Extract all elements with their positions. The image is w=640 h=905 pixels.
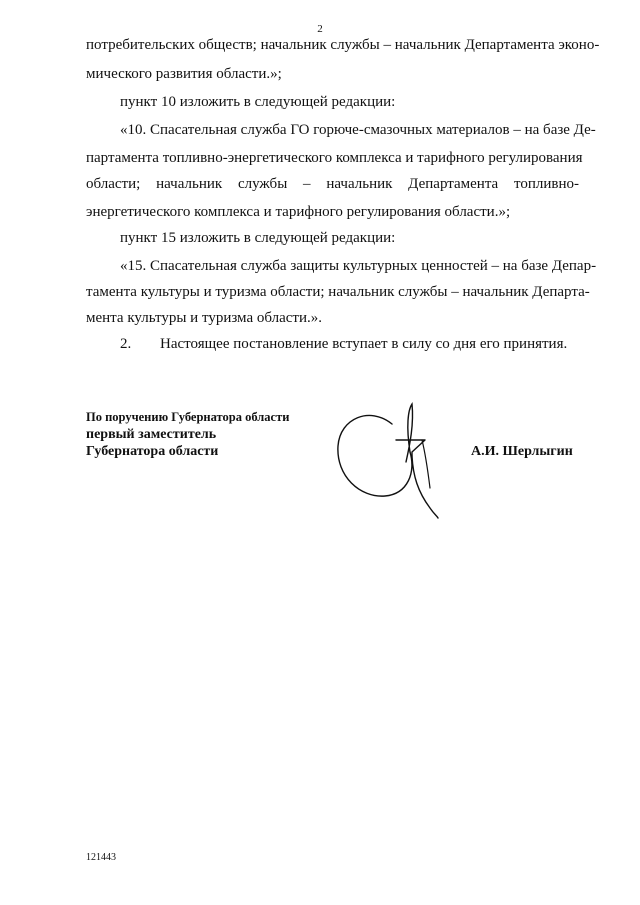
body-line-8: пункт 15 изложить в следующей редакции: (120, 230, 396, 246)
body-line-1: потребительских обществ; начальник службы – начальник Департамента эконо- (86, 37, 600, 53)
handwritten-signature (330, 396, 445, 521)
signature-position-line-2: Губернатора области (86, 444, 219, 459)
page-number: 2 (317, 23, 323, 35)
body-line-9: «15. Спасательная служба защиты культурных ценностей – на базе Депар- (120, 258, 597, 274)
body-line-4: «10. Спасательная служба ГО горюче-смазочных материалов – на базе Де- (120, 122, 596, 138)
body-line-3: пункт 10 изложить в следующей редакции: (120, 94, 396, 110)
body-line-10: тамента культуры и туризма области; начальник службы – начальник Департа- (86, 284, 590, 300)
body-line-11: мента культуры и туризма области.». (86, 310, 322, 326)
body-line-7: энергетического комплекса и тарифного регулирования области.»; (86, 204, 511, 220)
item-number: 2. (120, 336, 132, 352)
body-line-5: партамента топливно-энергетического комплекса и тарифного регулирования (86, 150, 583, 166)
body-line-6: области; начальник службы – начальник Департамента топливно- (86, 176, 579, 192)
item-text: Настоящее постановление вступает в силу со дня его принятия. (160, 336, 568, 352)
signature-position-line: первый заместитель (86, 427, 217, 442)
signatory-name: А.И. Шерлыгин (471, 444, 573, 459)
body-line-2: мического развития области.»; (86, 66, 282, 82)
signature-authority-line: По поручению Губернатора области (86, 410, 290, 424)
document-code: 121443 (86, 852, 116, 863)
